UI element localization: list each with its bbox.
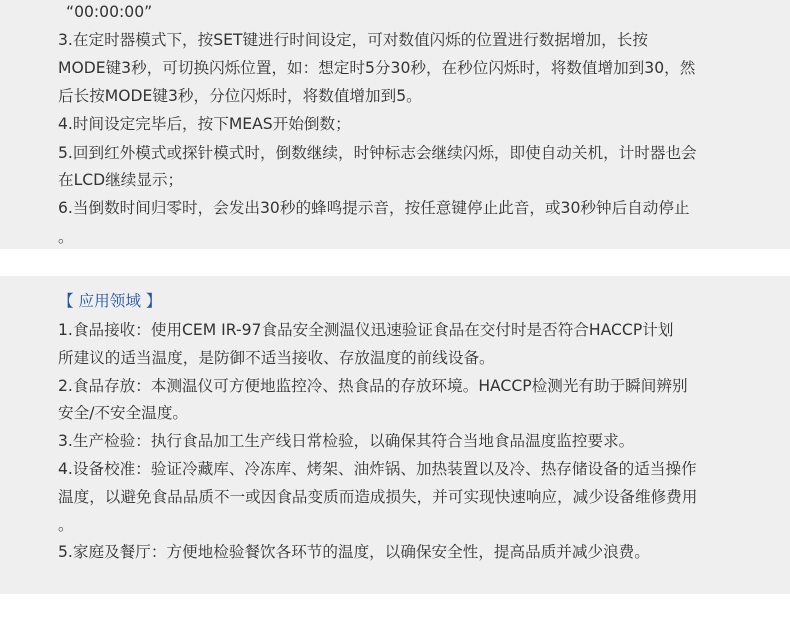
application-item-4-line-2: 温度，以避免食品品质不一或因食品变质而造成损失，并可实现快速响应，减少设备维修费用 [58,488,698,506]
application-item-1-line-2: 所建议的适当温度，是防御不适当接收、存放温度的前线设备。 [58,349,495,367]
application-item-2-line-1: 2.食品存放：本测温仪可方便地监控冷、热食品的存放环境。HACCP检测光有助于瞬间辨别 [58,377,688,395]
timer-step-3-line-2: MODE键3秒，可切换闪烁位置，如：想定时5分30秒，在秒位闪烁时，将数值增加到30，然 [58,59,696,77]
application-item-2-line-2: 安全/不安全温度。 [58,404,189,422]
timer-step-3-line-1: 3.在定时器模式下，按SET键进行时间设定，可对数值闪烁的位置进行数据增加，长按 [58,31,648,49]
application-areas-heading: 【 应用领域 】 [58,292,162,310]
application-item-4-line-3: 。 [58,516,74,534]
application-areas-panel [0,276,790,594]
timer-initial-display-text: “00:00:00” [66,3,153,21]
application-item-4-line-1: 4.设备校准：验证冷藏库、冷冻库、烤架、油炸锅、加热装置以及冷、热存储设备的适当操作 [58,460,697,478]
timer-step-6-line-2: 。 [58,228,74,246]
timer-step-6-line-1: 6.当倒数时间归零时，会发出30秒的蜂鸣提示音，按任意键停止此音，或30秒钟后自动停止 [58,199,690,217]
timer-step-3-line-3: 后长按MODE键3秒，分位闪烁时，将数值增加到5。 [58,87,422,105]
timer-step-5-line-1: 5.回到红外模式或探针模式时，倒数继续，时钟标志会继续闪烁，即使自动关机，计时器也会 [58,144,697,162]
application-item-3: 3.生产检验：执行食品加工生产线日常检验，以确保其符合当地食品温度监控要求。 [58,432,635,450]
timer-step-4: 4.时间设定完毕后，按下MEAS开始倒数； [58,115,351,133]
timer-instructions-panel [0,0,790,249]
application-item-5: 5.家庭及餐厅：方便地检验餐饮各环节的温度，以确保安全性，提高品质并减少浪费。 [58,543,650,561]
application-item-1-line-1: 1.食品接收：使用CEM IR-97食品安全测温仪迅速验证食品在交付时是否符合HACCP计划 [58,321,674,339]
timer-step-5-line-2: 在LCD继续显示； [58,171,184,189]
